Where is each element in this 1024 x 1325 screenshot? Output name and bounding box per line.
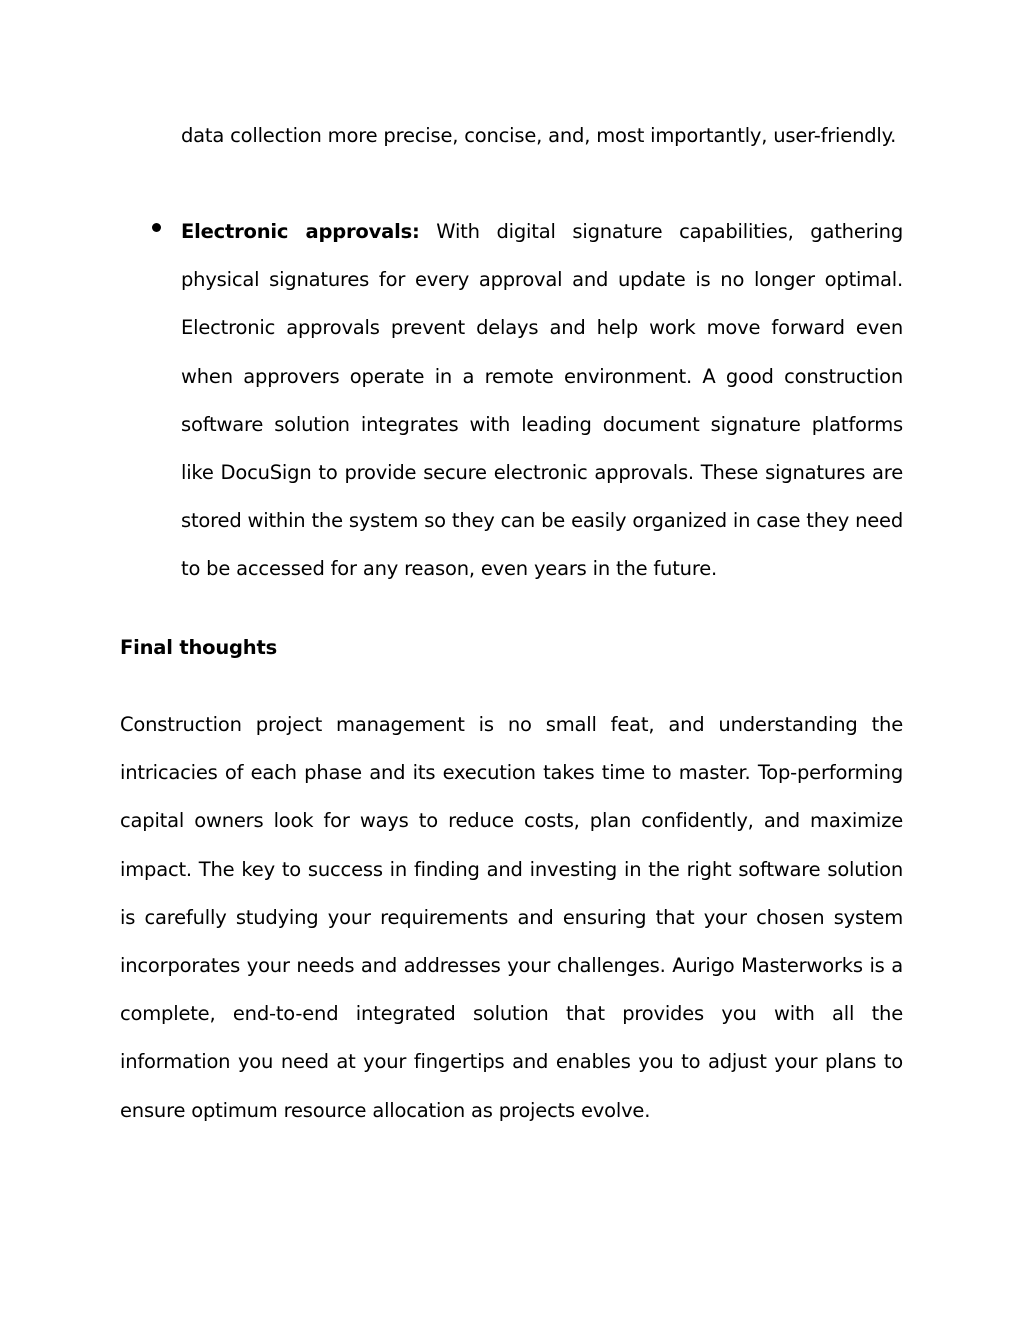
continuation-paragraph: data collection more precise, concise, and, most importantly, user-friendly. [181, 124, 897, 147]
section-heading: Final thoughts [120, 636, 277, 659]
final-paragraph: Construction project management is no small feat, and understanding the intricacies of each phase and its execution takes time to master. Top-performing capital owners look for ways to reduce costs, plan confidently, and maximize impact. The key to success in finding and investing in the right software solution is carefully studying your requirements and ensuring that your chosen system incorporates your needs and addresses your challenges. Aurigo Masterworks is a complete, end-to-end integrated solution that provides you with all the information you need at your fingertips and enables you to adjust your plans to ensure optimum resource allocation as projects evolve. [120, 713, 903, 1122]
bullet-item-electronic-approvals [181, 208, 903, 594]
bullet-label: Electronic approvals: [181, 220, 420, 243]
bullet-dot-icon [150, 221, 163, 234]
bullet-text: With digital signature capabilities, gathering physical signatures for every approval and update is no longer optimal. Electronic approvals prevent delays and help work move forward even when approvers operate in a remote environment. A good construction software solution integrates with leading document signature platforms like DocuSign to provide secure electronic approvals. These signatures are stored within the system so they can be easily organized in case they need to be accessed for any reason, even years in the future. [181, 220, 903, 581]
